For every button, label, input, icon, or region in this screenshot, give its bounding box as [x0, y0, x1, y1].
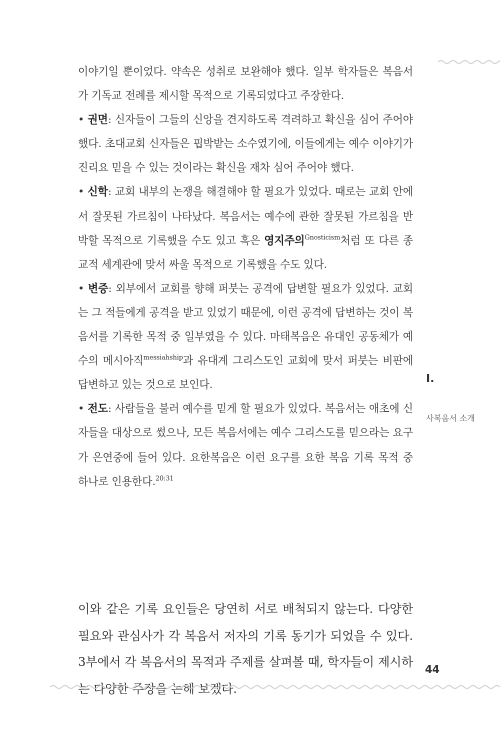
- bullet-exhortation: [78, 108, 413, 180]
- bullet-text-continued: 과 유대계 그리스도인 교회에 맞서 퍼붓는 비판에 답변하고 있는 것으로 보인다.: [78, 355, 413, 392]
- superscript-messiahship: messiahship: [143, 353, 183, 362]
- bullet-evangelism: [78, 397, 413, 493]
- gnosticism-term: 영지주의: [264, 234, 305, 247]
- bullet-marker: •: [78, 282, 85, 295]
- conclusion-paragraph: 이와 같은 기록 요인들은 당연히 서로 배척되지 않는다. 다양한 필요와 관심사가 각 복음서 저자의 기록 동기가 되었을 수 있다. 3부에서 각 복음서의 목적과 주제를 살펴볼 때, 학자들이 제시하는 다양한 주장을 논해 보겠다.: [78, 602, 413, 696]
- bullet-theology: [78, 180, 413, 276]
- bullet-apologetics: [78, 277, 413, 397]
- superscript-gnosticism: Gnosticism: [304, 233, 341, 242]
- body-text: [78, 60, 413, 494]
- bullet-text: : 교회 내부의 논쟁을 해결해야 할 필요가 있었다. 때로는 교회 안에서 잘못된 가르침이 나타났다. 복음서는 예수에 관한 잘못된 가르침을 반박할 목적으로 기록했을 수도 있고 혹은: [78, 186, 413, 247]
- decorative-wave-top: [438, 58, 500, 66]
- bullet-marker: •: [78, 186, 85, 199]
- bullet-term: 전도: [87, 403, 108, 416]
- bullet-term: 권면: [87, 114, 108, 127]
- chapter-title: 사복음서 소개: [426, 414, 475, 423]
- bullet-marker: •: [78, 114, 85, 127]
- chapter-marker: I.: [426, 372, 435, 385]
- bullet-text-continued: 처럼 또 다른 종교적 세계관에 맞서 싸울 목적으로 기록했을 수도 있다.: [78, 234, 413, 271]
- decorative-wave-bottom: [50, 683, 500, 691]
- bullet-marker: •: [78, 403, 85, 416]
- superscript-verse-reference: 20:31: [155, 474, 174, 483]
- bullet-term: 신학: [87, 186, 108, 199]
- bullet-text: : 신자들이 그들의 신앙을 견지하도록 격려하고 확신을 심어 주어야 했다. 초대교회 신자들은 핍박받는 소수였기에, 이들에게는 예수 이야기가 진리요 믿을 수 있는 것이라는 확신을 재차 심어 주어야 했다.: [78, 114, 413, 175]
- intro-paragraph: 이야기일 뿐이었다. 약속은 성취로 보완해야 했다. 일부 학자들은 복음서가 기독교 전례를 제시할 목적으로 기록되었다고 주장한다.: [78, 66, 413, 103]
- page-number: 44: [425, 664, 440, 676]
- bullet-text: : 사람들을 불러 예수를 믿게 할 필요가 있었다. 복음서는 애초에 신자들을 대상으로 썼으나, 모든 복음서에는 예수 그리스도를 믿으라는 요구가 은연중에 들어 있다. 요한복음은 이런 요구를 요한 복음 기록 목적 중 하나로 인용한다.: [78, 403, 413, 488]
- bullet-text: : 외부에서 교회를 향해 퍼붓는 공격에 답변할 필요가 있었다. 교회는 그 적들에게 공격을 받고 있었기 때문에, 이런 공격에 답변하는 것이 복음서를 기록한 목적 중 일부였을 수 있다. 마태복음은 유대인 공동체가 예수의 메시아직: [78, 282, 413, 368]
- bullet-term: 변증: [88, 282, 109, 295]
